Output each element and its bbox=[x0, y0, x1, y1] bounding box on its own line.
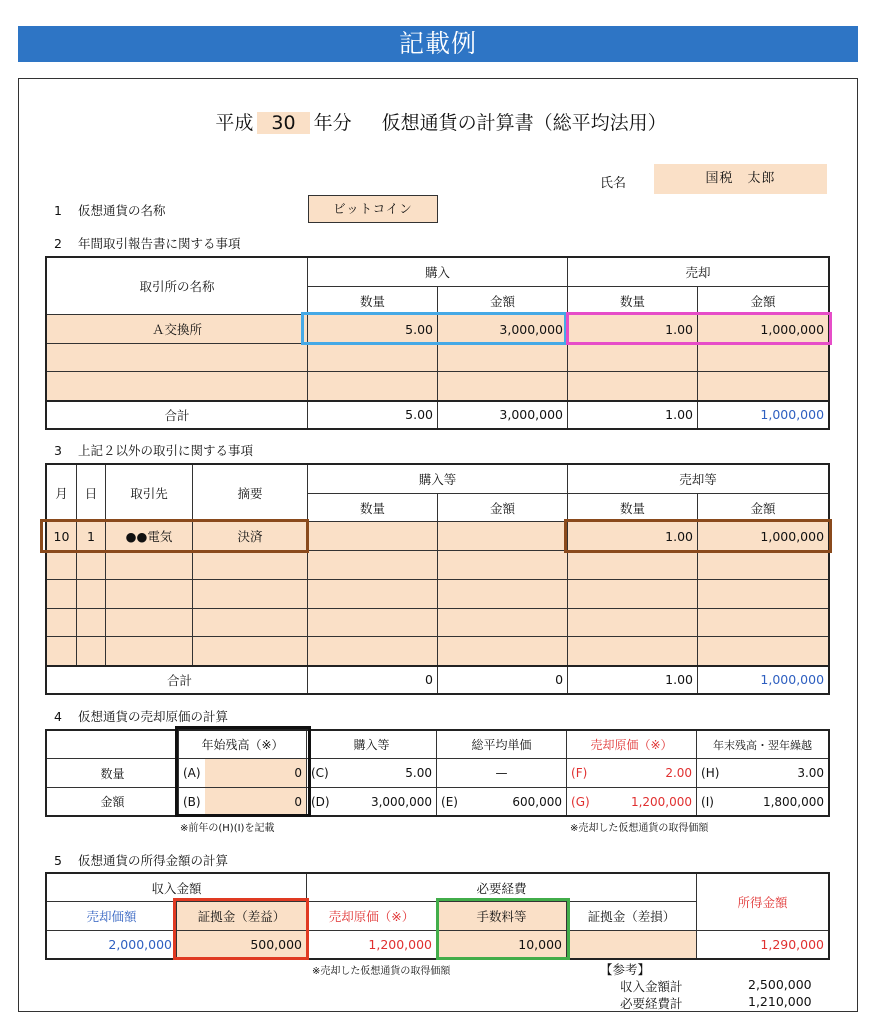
section-title-text: 仮想通貨の所得金額の計算 bbox=[78, 853, 229, 868]
header-sale-cost: 売却原価（※） bbox=[307, 902, 437, 931]
income-result: 1,290,000 bbox=[697, 931, 829, 959]
table-row bbox=[47, 344, 829, 372]
header-sell-qty: 数量 bbox=[568, 287, 698, 315]
header-expense: 必要経費 bbox=[307, 874, 697, 902]
section-number: 2 bbox=[54, 236, 62, 251]
sell-amt: 1,000,000 bbox=[698, 522, 829, 551]
total-buy-qty: 0 bbox=[308, 666, 438, 694]
exchange-name: Ａ交換所 bbox=[47, 315, 308, 344]
reference-income-label: 収入金額計 bbox=[620, 979, 683, 994]
table-row bbox=[47, 609, 829, 637]
value-f: 2.00 bbox=[593, 759, 697, 788]
header-buy: 購入 bbox=[308, 258, 568, 287]
amount-row bbox=[47, 788, 829, 816]
header-purchases: 購入等 bbox=[307, 731, 437, 759]
header-opening-balance: 年始残高（※） bbox=[179, 731, 307, 759]
day: 1 bbox=[77, 522, 106, 551]
value-d: 3,000,000 bbox=[333, 788, 437, 816]
reference-expense-value: 1,210,000 bbox=[748, 994, 812, 1009]
section-number: 5 bbox=[54, 853, 62, 868]
header-closing-balance: 年末残高・翌年繰越 bbox=[697, 731, 829, 759]
value-i: 1,800,000 bbox=[723, 788, 829, 816]
year-value: 30 bbox=[257, 112, 309, 134]
label-e: (E) bbox=[437, 788, 463, 816]
reference-income-value: 2,500,000 bbox=[748, 977, 812, 992]
header-sell-amt: 金額 bbox=[698, 494, 829, 522]
total-label: 合計 bbox=[47, 401, 308, 429]
era-label: 平成 bbox=[215, 112, 254, 134]
label-f: (F) bbox=[567, 759, 593, 788]
header-party: 取引先 bbox=[106, 465, 193, 522]
title-main: 仮想通貨の計算書（総平均法用） bbox=[381, 112, 667, 134]
header-buy-amt: 金額 bbox=[438, 494, 568, 522]
header-sell-qty: 数量 bbox=[568, 494, 698, 522]
header-sell-amt: 金額 bbox=[698, 287, 829, 315]
label-b: (B) bbox=[179, 788, 205, 816]
total-row bbox=[47, 401, 829, 429]
total-sell-qty: 1.00 bbox=[568, 666, 698, 694]
total-sell-amt: 1,000,000 bbox=[698, 401, 829, 429]
table-row bbox=[47, 580, 829, 609]
total-buy-amt: 0 bbox=[438, 666, 568, 694]
year-suffix: 年分 bbox=[313, 112, 352, 134]
section-number: 1 bbox=[54, 203, 62, 218]
buy-qty: 5.00 bbox=[308, 315, 438, 344]
currency-name-value: ビットコイン bbox=[308, 195, 438, 223]
cost-calc-table bbox=[46, 730, 829, 816]
label-c: (C) bbox=[307, 759, 333, 788]
section-title-text: 仮想通貨の売却原価の計算 bbox=[78, 709, 229, 724]
table-row bbox=[47, 522, 829, 551]
reference-title: 【参考】 bbox=[600, 962, 651, 977]
table-row bbox=[47, 315, 829, 344]
total-sell-qty: 1.00 bbox=[568, 401, 698, 429]
annual-report-table bbox=[46, 257, 829, 429]
header-average-price: 総平均単価 bbox=[437, 731, 567, 759]
header-margin-loss: 証拠金（差損） bbox=[567, 902, 697, 931]
label-d: (D) bbox=[307, 788, 333, 816]
table-row bbox=[47, 372, 829, 401]
header-fee: 手数料等 bbox=[437, 902, 567, 931]
margin-gain: 500,000 bbox=[177, 931, 307, 959]
amt-label: 金額 bbox=[47, 788, 179, 816]
table-row bbox=[47, 637, 829, 666]
sell-qty: 1.00 bbox=[568, 315, 698, 344]
note-opening: ※前年の(H)(I)を記載 bbox=[180, 823, 275, 834]
section-3-title bbox=[54, 441, 253, 459]
label-i: (I) bbox=[697, 788, 723, 816]
header-day: 日 bbox=[77, 465, 106, 522]
sale-price: 2,000,000 bbox=[47, 931, 177, 959]
table-row bbox=[47, 551, 829, 580]
section-number: 3 bbox=[54, 443, 62, 458]
value-g: 1,200,000 bbox=[593, 788, 697, 816]
total-buy-amt: 3,000,000 bbox=[438, 401, 568, 429]
header-buy: 購入等 bbox=[308, 465, 568, 494]
section-4-title bbox=[54, 707, 228, 725]
value-a: 0 bbox=[205, 759, 307, 788]
value-b: 0 bbox=[205, 788, 307, 816]
header-sell: 売却等 bbox=[568, 465, 829, 494]
value-h: 3.00 bbox=[723, 759, 829, 788]
section-1-title bbox=[54, 201, 166, 219]
header-income: 収入金額 bbox=[47, 874, 307, 902]
qty-label: 数量 bbox=[47, 759, 179, 788]
name-label: 氏名 bbox=[600, 176, 627, 191]
section-5-title bbox=[54, 851, 228, 869]
qty-row bbox=[47, 759, 829, 788]
section-number: 4 bbox=[54, 709, 62, 724]
header-income-result: 所得金額 bbox=[697, 874, 829, 931]
header-buy-qty: 数量 bbox=[308, 287, 438, 315]
header-sale-price: 売却価額 bbox=[47, 902, 177, 931]
value-e: 600,000 bbox=[463, 788, 567, 816]
section-title-text: 年間取引報告書に関する事項 bbox=[78, 236, 241, 251]
margin-loss bbox=[567, 931, 697, 959]
section-title-text: 仮想通貨の名称 bbox=[78, 203, 166, 218]
label-g: (G) bbox=[567, 788, 593, 816]
section-2-title bbox=[54, 234, 241, 252]
header-buy-qty: 数量 bbox=[308, 494, 438, 522]
label-a: (A) bbox=[179, 759, 205, 788]
value-c: 5.00 bbox=[333, 759, 437, 788]
avg-dash: — bbox=[437, 759, 567, 788]
section-title-text: 上記２以外の取引に関する事項 bbox=[78, 443, 254, 458]
total-buy-qty: 5.00 bbox=[308, 401, 438, 429]
header-sale-cost: 売却原価（※） bbox=[567, 731, 697, 759]
name-value: 国税 太郎 bbox=[654, 164, 827, 194]
fee: 10,000 bbox=[437, 931, 567, 959]
buy-amt: 3,000,000 bbox=[438, 315, 568, 344]
header-sell: 売却 bbox=[568, 258, 829, 287]
example-banner: 記載例 bbox=[18, 26, 858, 62]
page-title bbox=[0, 108, 882, 135]
income-calc-table bbox=[46, 873, 829, 959]
sale-cost: 1,200,000 bbox=[307, 931, 437, 959]
header-month: 月 bbox=[47, 465, 77, 522]
summary: 決済 bbox=[193, 522, 308, 551]
header-summary: 摘要 bbox=[193, 465, 308, 522]
sell-qty: 1.00 bbox=[568, 522, 698, 551]
label-h: (H) bbox=[697, 759, 723, 788]
reference-expense-label: 必要経費計 bbox=[620, 996, 683, 1011]
income-row bbox=[47, 931, 829, 959]
header-margin-gain: 証拠金（差益） bbox=[177, 902, 307, 931]
header-exchange: 取引所の名称 bbox=[47, 258, 308, 315]
party: ●●電気 bbox=[106, 522, 193, 551]
sell-amt: 1,000,000 bbox=[698, 315, 829, 344]
note-income-cost: ※売却した仮想通貨の取得価額 bbox=[312, 966, 451, 977]
other-trades-table bbox=[46, 464, 829, 694]
note-cost: ※売却した仮想通貨の取得価額 bbox=[570, 823, 709, 834]
month: 10 bbox=[47, 522, 77, 551]
total-label: 合計 bbox=[47, 666, 308, 694]
total-row bbox=[47, 666, 829, 694]
total-sell-amt: 1,000,000 bbox=[698, 666, 829, 694]
header-buy-amt: 金額 bbox=[438, 287, 568, 315]
